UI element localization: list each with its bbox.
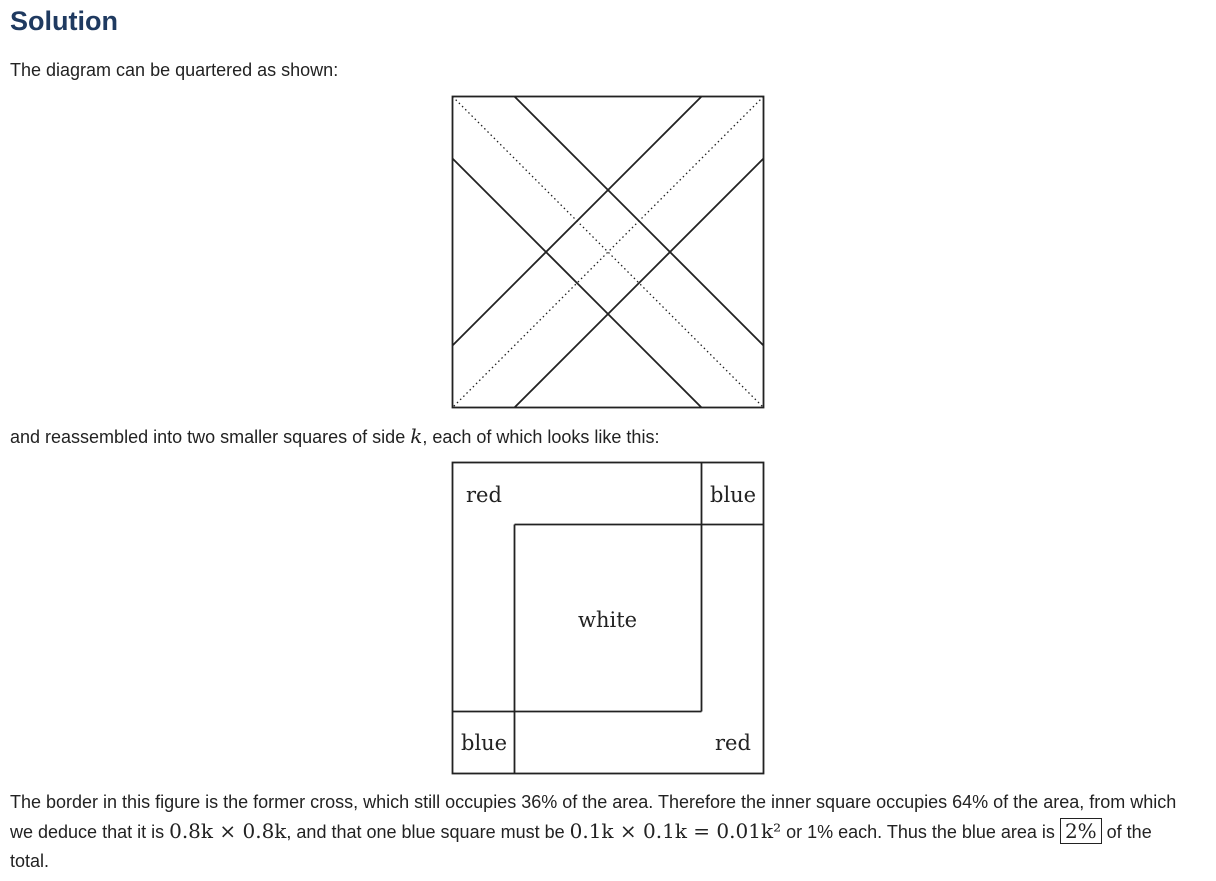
label-blue-top-right: blue xyxy=(710,483,757,507)
label-red-top-left: red xyxy=(466,483,502,507)
answer-box: 2% xyxy=(1060,818,1102,844)
intro-paragraph: The diagram can be quartered as shown: xyxy=(10,60,339,80)
solution-heading: Solution xyxy=(10,6,118,36)
conclusion-paragraph: The border in this figure is the former cross, which still occupies 36% of the area. Therefore the inner square occupies 64% of the area, from which we deduce that it is 0.8k × 0.8k, and that one blue square must be 0.1k × 0.1k = 0.01k² or 1% each. Thus the blue area is 2% of the total. xyxy=(10,792,1177,871)
label-blue-bottom-left: blue xyxy=(461,731,508,755)
reassembled-square-diagram xyxy=(450,460,766,781)
quartered-diagram xyxy=(450,94,766,415)
inner-square-expression: 0.8k × 0.8k xyxy=(169,819,287,843)
side-variable: k xyxy=(410,424,423,448)
label-red-bottom-right: red xyxy=(715,731,751,755)
label-white-center: white xyxy=(578,608,638,632)
blue-square-expression: 0.1k × 0.1k = 0.01k² xyxy=(569,819,782,843)
reassemble-paragraph: and reassembled into two smaller squares of side k, each of which looks like this: xyxy=(10,424,660,448)
